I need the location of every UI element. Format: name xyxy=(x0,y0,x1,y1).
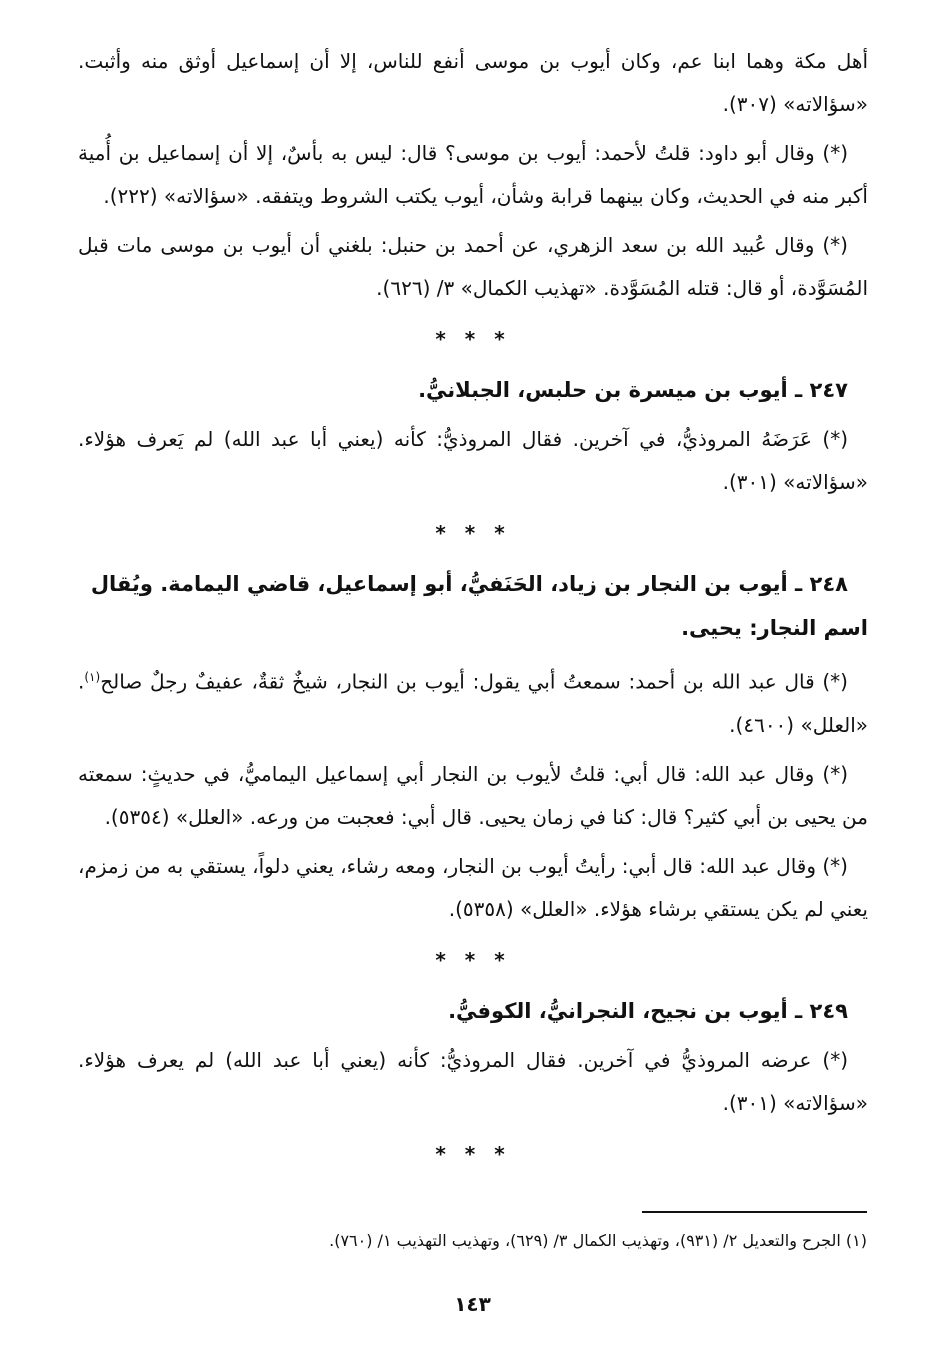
entry-248-title: ٢٤٨ ـ أيوب بن النجار بن زياد، الحَنَفيُّ، أبو إسماعيل، قاضي اليمامة. ويُقال اسم النجار: يحيى. xyxy=(90,572,868,640)
entry-247-title: ٢٤٧ ـ أيوب بن ميسرة بن حلبس، الجبلانيُّ. xyxy=(418,378,848,402)
entry-249-title: ٢٤٩ ـ أيوب بن نجيح، النجرانيُّ، الكوفيُّ. xyxy=(448,998,848,1023)
paragraph-continuation: أهل مكة وهما ابنا عم، وكان أيوب بن موسى أنفع للناس، إلا أن إسماعيل أوثق منه وأثبت. «سؤالاته» (٣٠٧). xyxy=(78,49,868,116)
footnote: (١) الجرح والتعديل ٢/ (٩٣١)، وتهذيب الكمال ٣/ (٦٢٩)، وتهذيب التهذيب ١/ (٧٦٠). xyxy=(329,1231,867,1250)
footnote-divider xyxy=(642,1211,867,1213)
footnote-marker: (١) xyxy=(84,670,101,684)
paragraph-abu-dawud: (*) وقال أبو داود: قلتُ لأحمد: أيوب بن موسى؟ قال: ليس به بأسٌ، إلا أن إسماعيل بن أُمية أكبر منه في الحديث، وكان بينهما قرابة وشأن، أيوب يكتب الشروط ويتفقه. «سؤالاته» (٢٢٢). xyxy=(78,141,868,208)
section-separator: * * * xyxy=(435,1141,511,1166)
page-body xyxy=(78,40,868,1181)
entry-248-paragraph-1-ref: . «العلل» (٤٦٠٠). xyxy=(78,669,868,737)
entry-248-paragraph-1 xyxy=(78,656,868,747)
paragraph-ubaidallah: (*) وقال عُبيد الله بن سعد الزهري، عن أحمد بن حنبل: بلغني أن أيوب بن موسى مات قبل المُسَوَّدة، أو قال: قتله المُسَوَّدة. «تهذيب الكمال» ٣/ (٦٢٦). xyxy=(78,233,868,300)
entry-247-paragraph: (*) عَرَضَهُ المروذيُّ، في آخرين. فقال المروذيُّ: كأنه (يعني أبا عبد الله) لم يَعرف هؤلاء. «سؤالاته» (٣٠١). xyxy=(78,427,868,494)
entry-248-paragraph-3: (*) وقال عبد الله: قال أبي: رأيتُ أيوب بن النجار، ومعه رشاء، يعني دلواً، يستقي به من زمزم، يعني لم يكن يستقي برشاء هؤلاء. «العلل» (٥٣٥٨). xyxy=(78,853,868,921)
section-separator: * * * xyxy=(435,947,511,972)
section-separator: * * * xyxy=(435,521,511,545)
entry-248-paragraph-1-text: (*) قال عبد الله بن أحمد: سمعتُ أبي يقول: أيوب بن النجار، شيخٌ ثقةٌ، عفيفٌ رجلٌ صالح xyxy=(100,669,848,694)
section-separator: * * * xyxy=(435,327,511,351)
page-number: ١٤٣ xyxy=(454,1292,491,1316)
entry-249-paragraph: (*) عرضه المروذيُّ في آخرين. فقال المروذيُّ: كأنه (يعني أبا عبد الله) لم يعرف هؤلاء. «سؤالاته» (٣٠١). xyxy=(78,1047,868,1115)
entry-248-paragraph-2: (*) وقال عبد الله: قال أبي: قلتُ لأيوب بن النجار أبي إسماعيل اليماميُّ، في حديثٍ: سمعته من يحيى بن أبي كثير؟ قال: كنا في زمان يحيى. قال أبي: فعجبت من ورعه. «العلل» (٥٣٥٤). xyxy=(78,761,868,829)
